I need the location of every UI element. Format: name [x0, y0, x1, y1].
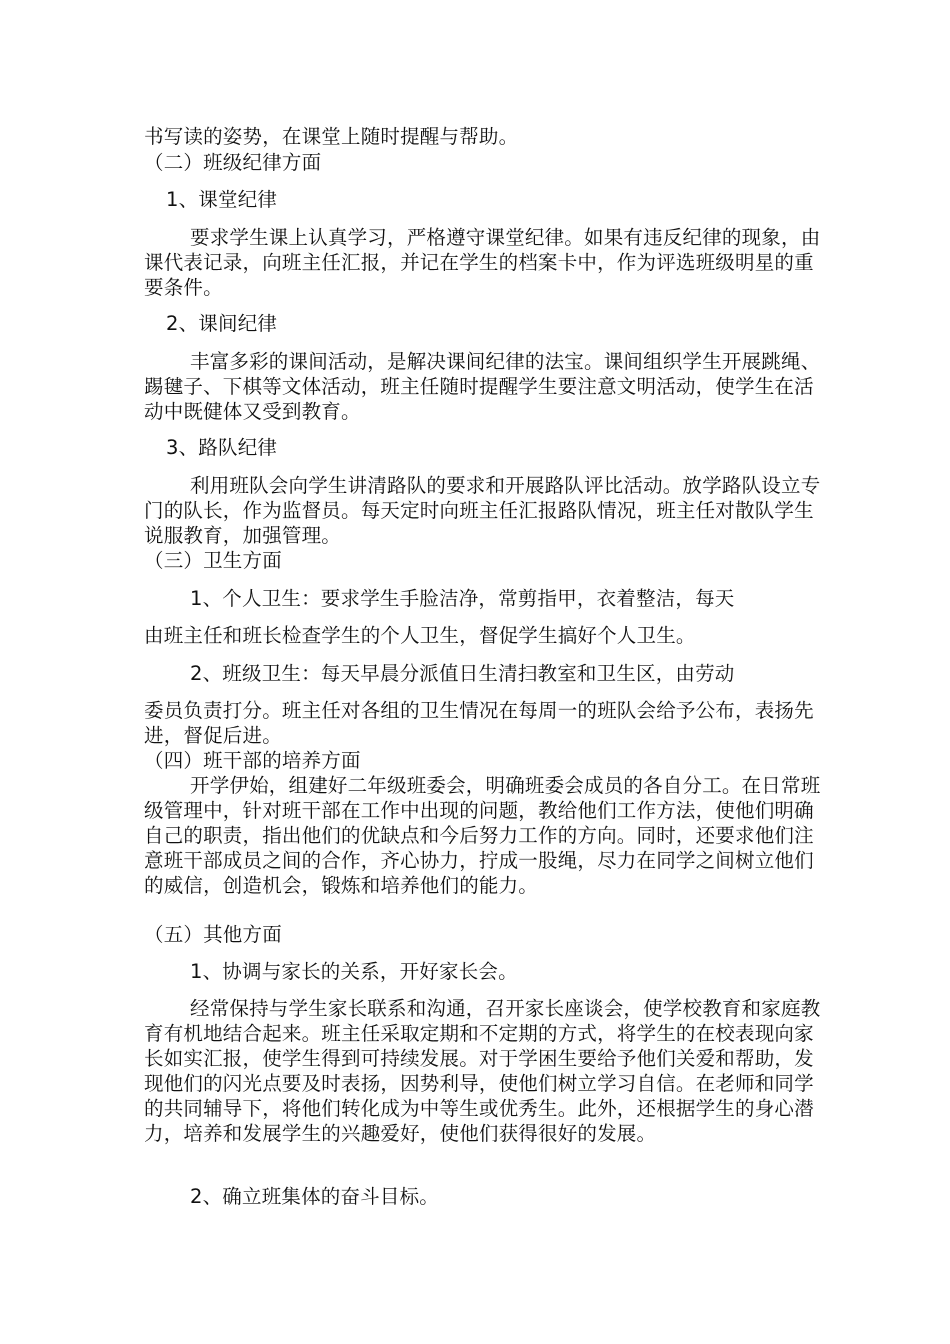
paragraph-classroom-discipline: 要求学生课上认真学习，严格遵守课堂纪律。如果有违反纪律的现象，由课代表记录，向班主任汇报，并记在学生的档案卡中，作为评选班级明星的重要条件。	[144, 226, 821, 299]
paragraph-queue-discipline: 利用班队会向学生讲清路队的要求和开展路队评比活动。放学路队设立专门的队长，作为监督员。每天定时向班主任汇报路队情况，班主任对散队学生说服教育，加强管理。	[144, 474, 821, 547]
subheading-classroom-discipline: 1、课堂纪律	[166, 188, 278, 211]
subheading-class-goal: 2、确立班集体的奋斗目标。	[190, 1185, 440, 1208]
section-heading-class-cadres: （四）班干部的培养方面	[144, 749, 361, 772]
paragraph-personal-hygiene-line2: 由班主任和班长检查学生的个人卫生，督促学生搞好个人卫生。	[144, 624, 696, 647]
paragraph-parents: 经常保持与学生家长联系和沟通，召开家长座谈会，使学校教育和家庭教育有机地结合起来。班主任采取定期和不定期的方式，将学生的在校表现向家长如实汇报，使学生得到可持续发展。对于学困生要给予他们关爱和帮助，发现他们的闪光点要及时表扬，因势利导，使他们树立学习自信。在老师和同学的共同辅导下，将他们转化成为中等生或优秀生。此外，还根据学生的身心潜力，培养和发展学生的兴趣爱好，使他们获得很好的发展。	[144, 997, 821, 1145]
subheading-parents: 1、协调与家长的关系，开好家长会。	[190, 960, 518, 983]
subheading-queue-discipline: 3、路队纪律	[166, 436, 278, 459]
section-heading-other: （五）其他方面	[144, 923, 282, 946]
paragraph-break-discipline: 丰富多彩的课间活动，是解决课间纪律的法宝。课间组织学生开展跳绳、踢毽子、下棋等文体活动，班主任随时提醒学生要注意文明活动，使学生在活动中既健体又受到教育。	[144, 350, 821, 423]
paragraph-personal-hygiene-line1: 1、个人卫生：要求学生手脸洁净，常剪指甲，衣着整洁，每天	[190, 587, 735, 610]
paragraph-continued: 书写读的姿势，在课堂上随时提醒与帮助。	[144, 125, 519, 148]
section-heading-hygiene: （三）卫生方面	[144, 549, 282, 572]
section-heading-discipline: （二）班级纪律方面	[144, 151, 322, 174]
paragraph-class-hygiene-line1: 2、班级卫生：每天早晨分派值日生清扫教室和卫生区，由劳动	[190, 662, 735, 685]
paragraph-class-hygiene-rest: 委员负责打分。班主任对各组的卫生情况在每周一的班队会给予公布，表扬先进，督促后进。	[144, 699, 814, 747]
subheading-break-discipline: 2、课间纪律	[166, 312, 278, 335]
paragraph-class-cadres: 开学伊始，组建好二年级班委会，明确班委会成员的各自分工。在日常班级管理中，针对班干部在工作中出现的问题，教给他们工作方法，使他们明确自己的职责，指出他们的优缺点和今后努力工作的方向。同时，还要求他们注意班干部成员之间的合作，齐心协力，拧成一股绳，尽力在同学之间树立他们的威信，创造机会，锻炼和培养他们的能力。	[144, 774, 821, 897]
